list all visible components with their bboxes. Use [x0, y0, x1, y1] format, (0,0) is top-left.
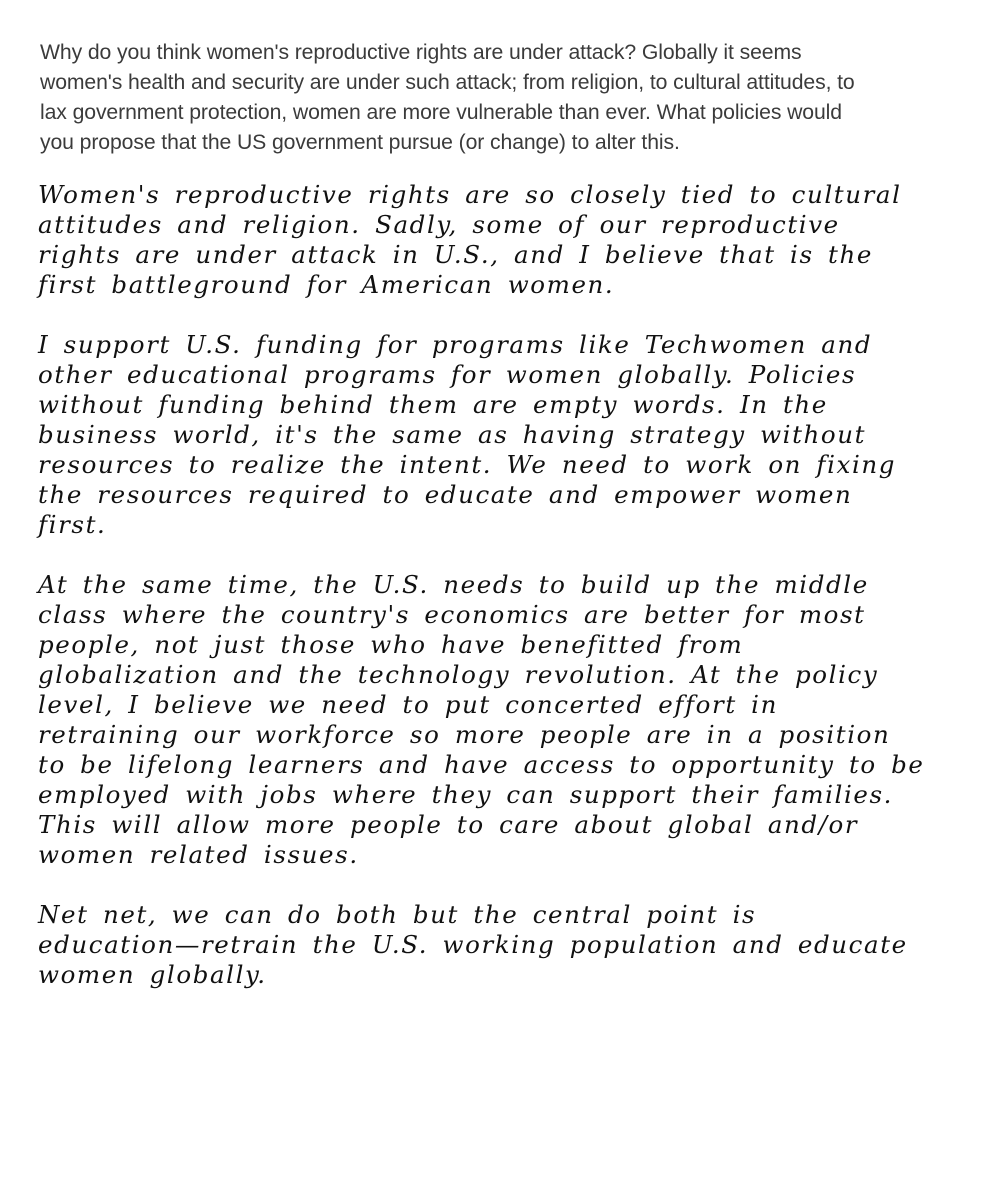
question-line: Why do you think women's reproductive rights are under attack? Globally it seems — [40, 41, 802, 64]
question-prompt — [40, 38, 970, 158]
answer-line: without funding behind them are empty words. In the — [38, 390, 828, 419]
answer-paragraph-1 — [38, 180, 968, 300]
handwritten-answer — [38, 180, 968, 1020]
answer-line: retraining our workforce so more people are in a position — [38, 720, 891, 749]
answer-line: business world, it's the same as having strategy without — [38, 420, 867, 449]
answer-line: women globally. — [38, 960, 267, 989]
answer-line: Net net, we can do both but the central point is — [38, 900, 757, 929]
question-line: lax government protection, women are more vulnerable than ever. What policies would — [40, 101, 842, 124]
question-line: you propose that the US government pursue (or change) to alter this. — [40, 131, 680, 154]
answer-line: other educational programs for women globally. Policies — [38, 360, 857, 389]
answer-line: At the same time, the U.S. needs to build up the middle — [38, 570, 869, 599]
answer-line: employed with jobs where they can support their families. — [38, 780, 894, 809]
answer-line: globalization and the technology revolution. At the policy — [38, 660, 879, 689]
answer-line: women related issues. — [38, 840, 359, 869]
answer-line: level, I believe we need to put concerted effort in — [38, 690, 778, 719]
answer-line: attitudes and religion. Sadly, some of our reproductive — [38, 210, 840, 239]
answer-line: resources to realize the intent. We need to work on fixing — [38, 450, 897, 479]
answer-line: This will allow more people to care about global and/or — [38, 810, 859, 839]
answer-line: people, not just those who have benefitted from — [38, 630, 744, 659]
answer-line: I support U.S. funding for programs like Techwomen and — [38, 330, 873, 359]
answer-line: rights are under attack in U.S., and I believe that is the — [38, 240, 873, 269]
answer-line: the resources required to educate and empower women — [38, 480, 853, 509]
question-line: women's health and security are under such attack; from religion, to cultural attitudes, to — [40, 71, 855, 94]
answer-line: first battleground for American women. — [38, 270, 615, 299]
answer-line: class where the country's economics are better for most — [38, 600, 866, 629]
answer-line: Women's reproductive rights are so closely tied to cultural — [38, 180, 902, 209]
answer-line: first. — [38, 510, 107, 539]
answer-paragraph-2 — [38, 330, 968, 540]
answer-line: to be lifelong learners and have access to opportunity to be — [38, 750, 925, 779]
answer-paragraph-3 — [38, 570, 968, 870]
answer-line: education—retrain the U.S. working population and educate — [38, 930, 908, 959]
answer-paragraph-4 — [38, 900, 968, 990]
